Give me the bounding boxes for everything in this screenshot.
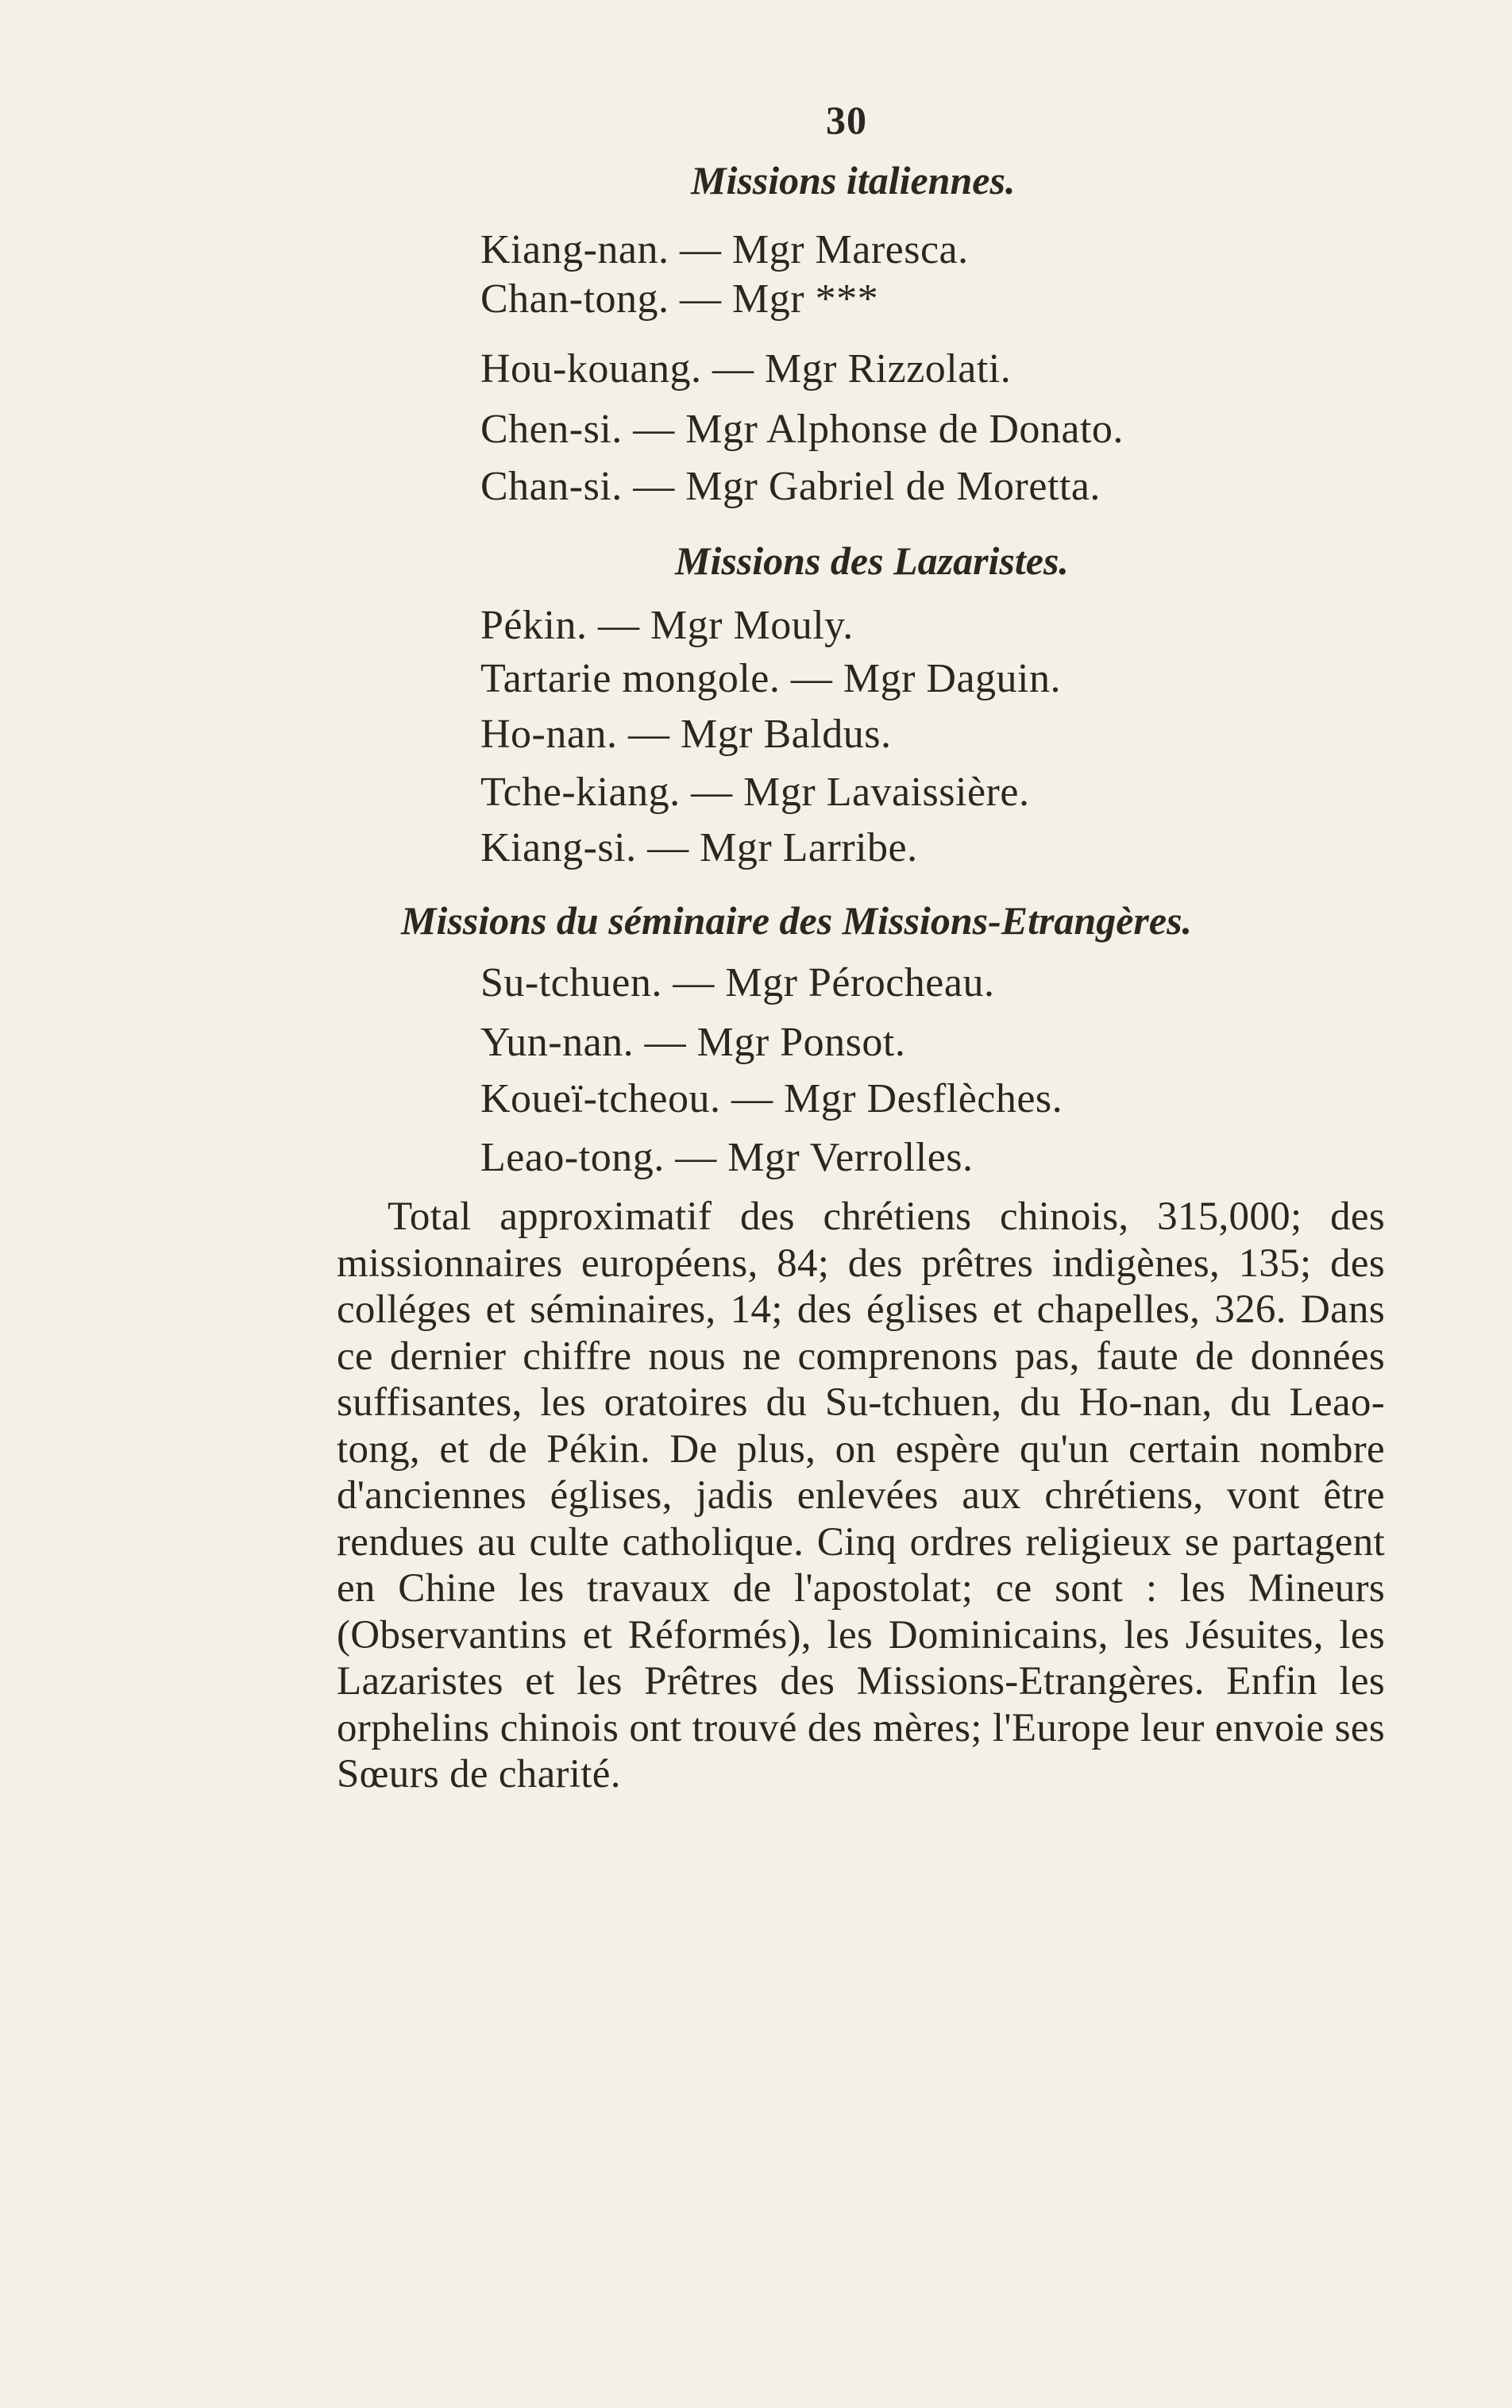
- list-item: Kiang-nan. — Mgr Maresca.: [480, 227, 969, 272]
- list-item: Hou-kouang. — Mgr Rizzolati.: [480, 346, 1012, 392]
- list-item: Chen-si. — Mgr Alphonse de Donato.: [480, 407, 1124, 452]
- section-heading-foreign-missions-seminary: Missions du séminaire des Missions-Etrangères.: [401, 898, 1193, 943]
- list-item: Yun-nan. — Mgr Ponsot.: [480, 1020, 906, 1065]
- list-item: Tche-kiang. — Mgr Lavaissière.: [480, 770, 1030, 815]
- list-item: Tartarie mongole. — Mgr Daguin.: [480, 656, 1062, 701]
- summary-paragraph: [337, 1194, 1385, 1798]
- list-item: Koueï-tcheou. — Mgr Desflèches.: [480, 1076, 1063, 1121]
- list-item: Chan-tong. — Mgr ***: [480, 276, 879, 322]
- paragraph-text: Total approximatif des chrétiens chinois, 315,000; des missionnaires européens, 84; des prêtres indigènes, 135; des colléges et séminaires, 14; des églises et chapelles, 326. Dans ce dernier chiffre nous ne comprenons pas, faute de données suffisantes, les oratoires du Su-tchuen, du Ho-nan, du Leao-tong, et de Pékin. De plus, on espère qu'un certain nombre d'anciennes églises, jadis enlevées aux chrétiens, vont être rendues au culte catholique. Cinq ordres religieux se partagent en Chine les travaux de l'apostolat; ce sont : les Mineurs (Observantins et Réformés), les Dominicains, les Jésuites, les Lazaristes et les Prêtres des Missions-Etrangères. Enfin les orphelins chinois ont trouvé des mères; l'Europe leur envoie ses Sœurs de charité.: [337, 1194, 1385, 1796]
- list-item: Su-tchuen. — Mgr Pérocheau.: [480, 960, 995, 1005]
- list-item: Leao-tong. — Mgr Verrolles.: [480, 1135, 974, 1180]
- section-heading-lazarist-missions: Missions des Lazaristes.: [675, 538, 1069, 583]
- list-item: Pékin. — Mgr Mouly.: [480, 603, 854, 648]
- list-item: Ho-nan. — Mgr Baldus.: [480, 712, 892, 757]
- page-number: 30: [826, 98, 867, 142]
- list-item: Chan-si. — Mgr Gabriel de Moretta.: [480, 464, 1101, 509]
- section-heading-italian-missions: Missions italiennes.: [691, 158, 1016, 203]
- list-item: Kiang-si. — Mgr Larribe.: [480, 825, 918, 870]
